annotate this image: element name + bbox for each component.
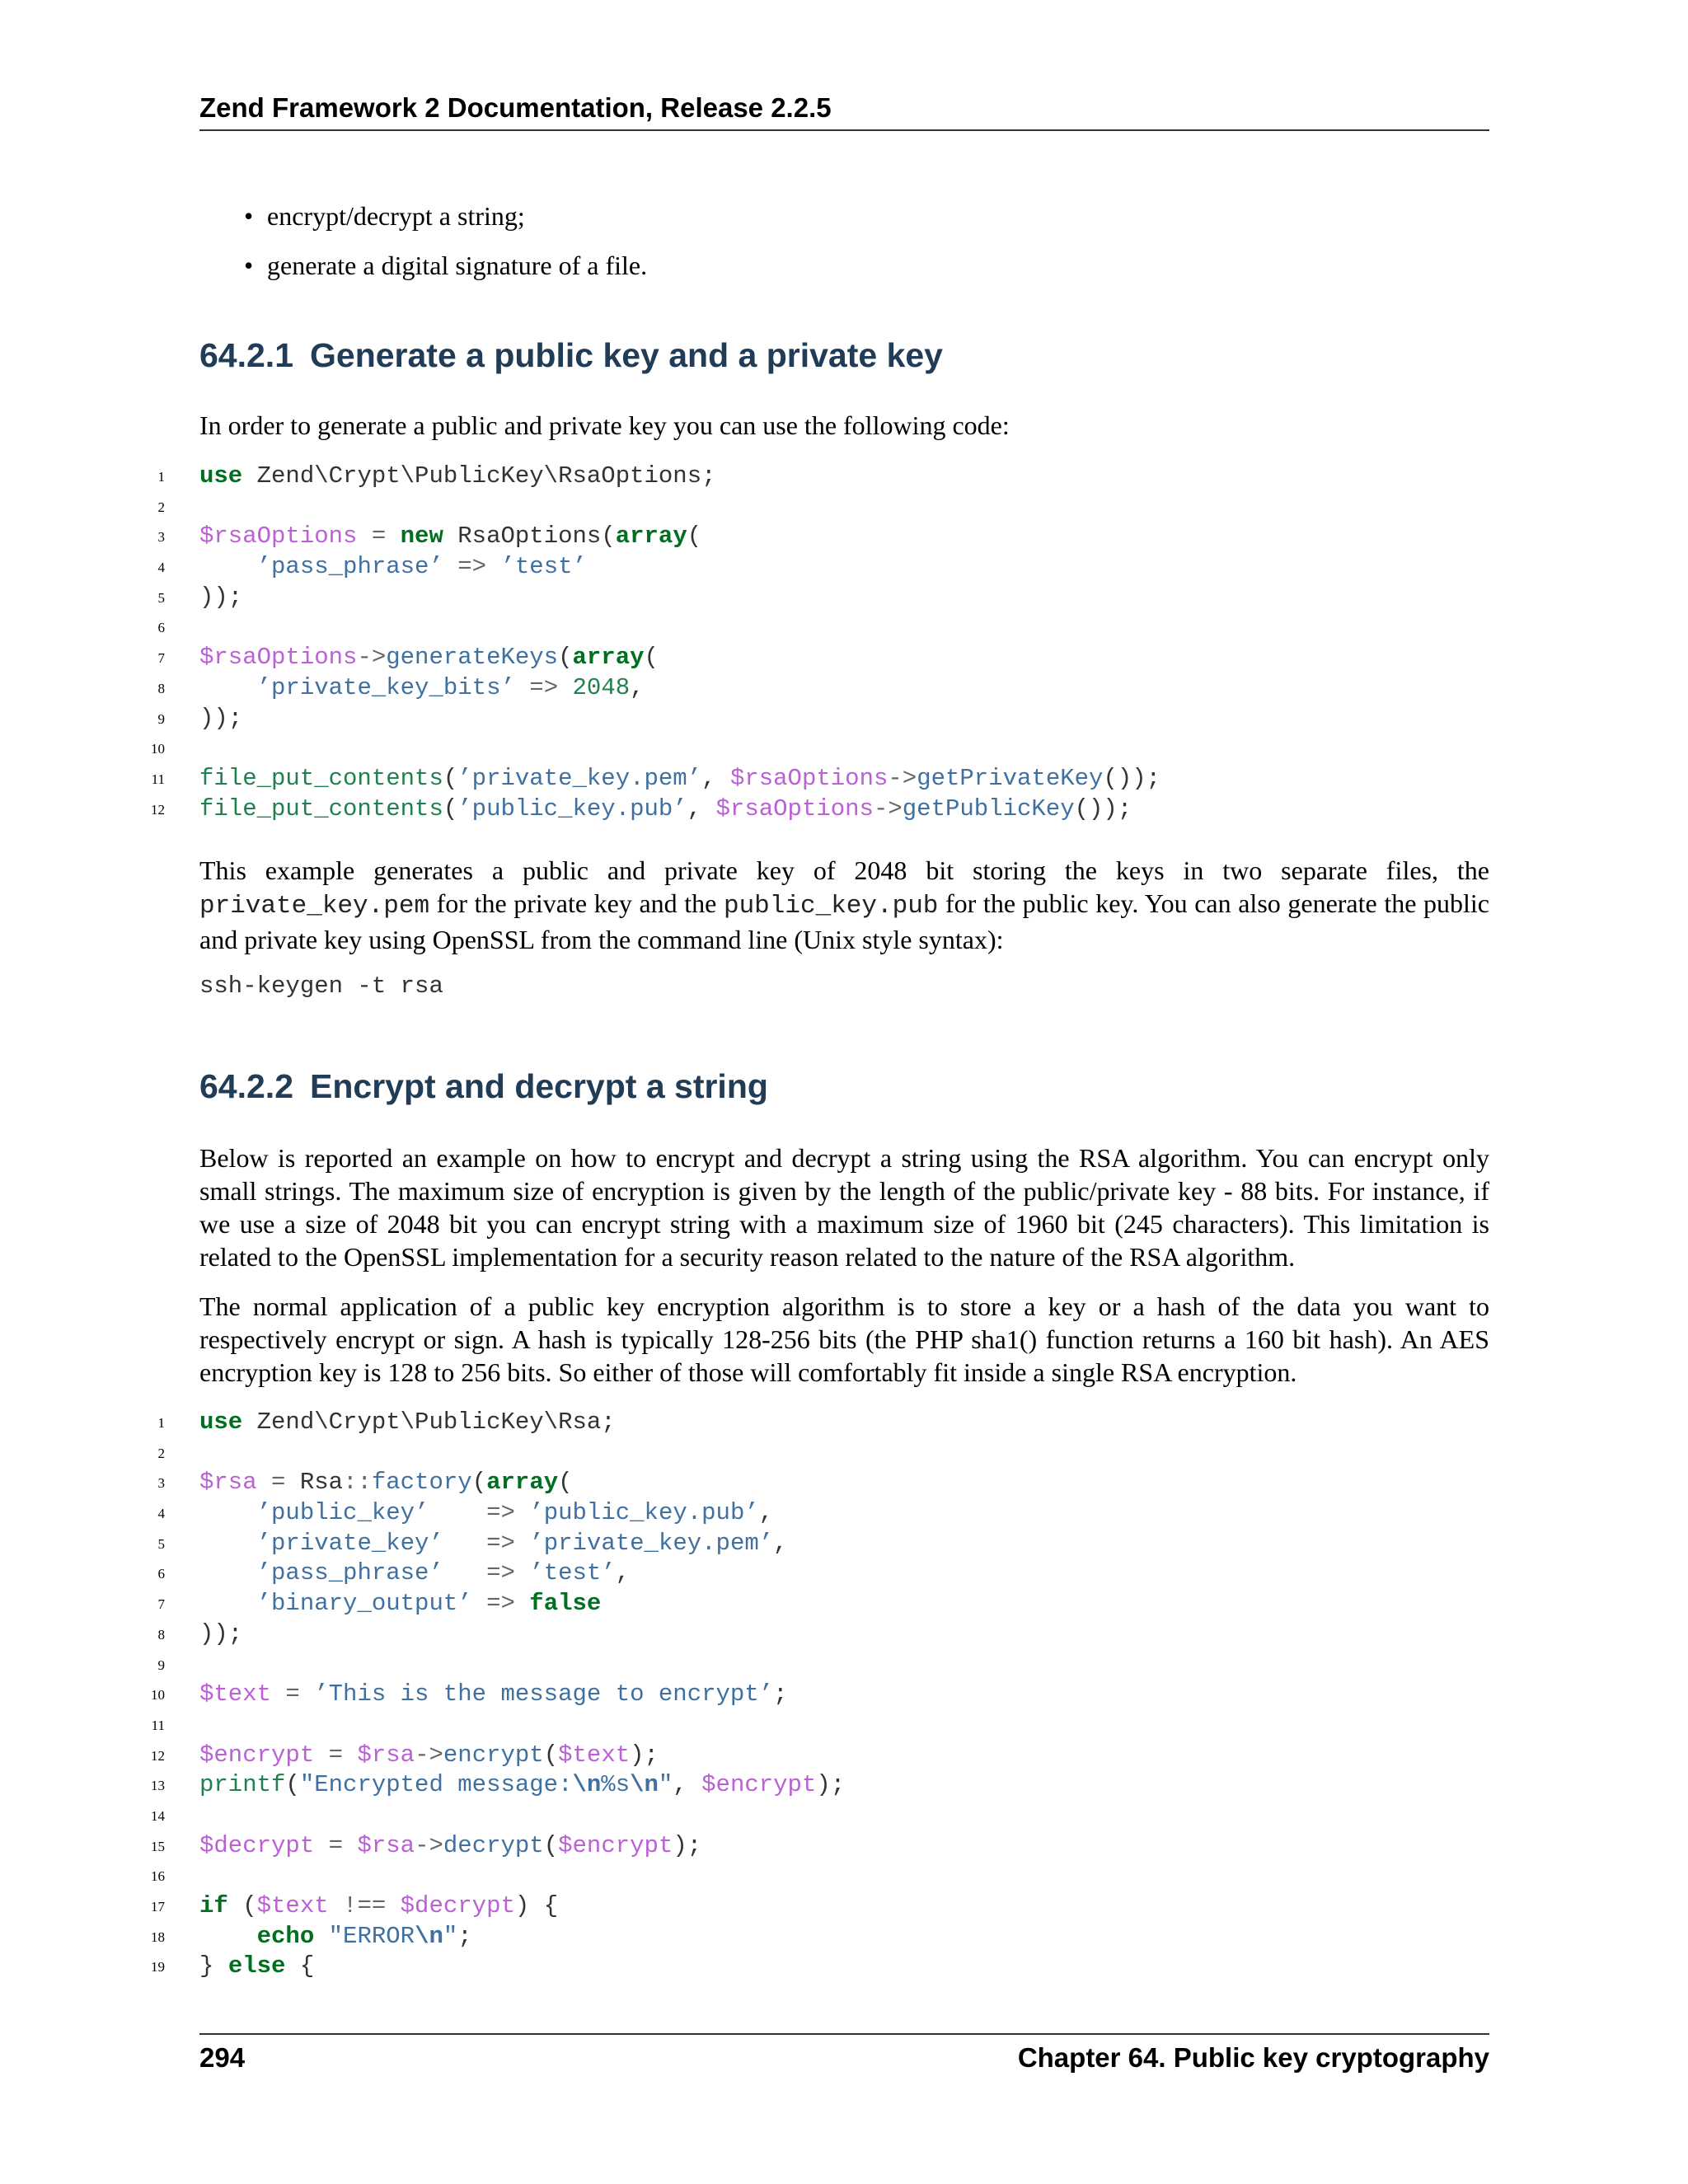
- code-token: );: [630, 1741, 659, 1769]
- code-token: else: [227, 1952, 286, 1980]
- code-token: false: [529, 1590, 602, 1618]
- section-number: 64.2.2: [199, 1067, 293, 1105]
- code-token: ,: [701, 764, 730, 792]
- code-token: $text: [199, 1680, 272, 1708]
- code-token: (: [471, 1469, 487, 1497]
- code-token: ());: [1103, 764, 1161, 792]
- section-title: Generate a public key and a private key: [310, 336, 943, 374]
- paragraph: The normal application of a public key encryption algorithm is to store a key or a hash of the data you want to respectively encrypt or sign. A hash is typically 128-256 bits (the PHP sha1() function returns a 160 bit hash). An AES encryption key is 128 to 256 bits. So either of those will comfortably fit inside a single RSA encryption.: [199, 1291, 1489, 1387]
- code-text: [199, 1952, 314, 1981]
- list-item: • generate a digital signature of a file.: [244, 247, 647, 297]
- code-token: ->: [415, 1741, 443, 1769]
- code-text: [199, 1468, 573, 1497]
- code-token: (: [443, 794, 458, 823]
- code-token: ’binary_output’: [256, 1590, 472, 1618]
- code-text: [199, 1529, 788, 1558]
- code-token: ,: [630, 673, 645, 701]
- code-text: [199, 1408, 616, 1437]
- code-token: ’private_key_bits’: [256, 673, 515, 701]
- header-rule: [199, 129, 1489, 131]
- code-line: [0, 1831, 1688, 1862]
- line-number: 1: [157, 469, 165, 485]
- footer-rule: [199, 2033, 1489, 2035]
- code-token: new: [400, 523, 443, 551]
- code-text: [199, 1558, 630, 1588]
- code-line: [0, 1529, 1688, 1559]
- code-text: [199, 1891, 558, 1921]
- code-text: [199, 794, 1132, 824]
- code-token: (: [687, 523, 702, 551]
- code-text: [199, 704, 242, 733]
- code-line: [0, 1861, 1688, 1891]
- code-token: ->: [888, 764, 917, 792]
- code-token: encrypt: [443, 1741, 544, 1769]
- code-token: =>: [486, 1499, 530, 1527]
- line-number: 1: [157, 1415, 165, 1431]
- code-block-generate-keys: [0, 462, 1688, 824]
- line-number: 16: [151, 1868, 165, 1885]
- section-heading-64-2-2: [199, 1067, 768, 1106]
- code-token: ;: [773, 1680, 788, 1708]
- code-token: $encrypt: [558, 1831, 673, 1859]
- line-number: 4: [157, 560, 165, 576]
- code-token: Zend\Crypt\PublicKey\Rsa;: [242, 1408, 616, 1436]
- code-text: [199, 1589, 601, 1619]
- intro-paragraph: In order to generate a public and private key you can use the following code:: [199, 410, 1010, 440]
- code-token: ;: [457, 1922, 472, 1950]
- code-token: ": [658, 1771, 673, 1799]
- code-token: $decrypt: [199, 1831, 315, 1859]
- paragraph: Below is reported an example on how to encrypt and decrypt a string using the RSA algorithm. You can encrypt only small strings. The maximum size of encryption is given by the length of the public/private key - 88 bits. For instance, if we use a size of 2048 bit you can encrypt string with a maximum size of 1960 bit (245 characters). This limitation is related to the OpenSSL implementation for a security reason related to the nature of the RSA algorithm.: [199, 1143, 1489, 1272]
- code-token: ’private_key.pem’: [457, 764, 702, 792]
- code-token: \n: [415, 1922, 443, 1950]
- code-token: $text: [558, 1741, 631, 1769]
- code-token: ,: [687, 794, 716, 823]
- code-token: $rsa: [357, 1831, 415, 1859]
- code-token: ,: [758, 1499, 774, 1527]
- section-title: Encrypt and decrypt a string: [310, 1067, 768, 1105]
- code-line: [0, 704, 1688, 734]
- code-line: [0, 1680, 1688, 1710]
- shell-command: ssh-keygen -t rsa: [199, 972, 443, 1000]
- code-token: );: [816, 1771, 846, 1799]
- code-token: }: [199, 1952, 228, 1980]
- code-token: $decrypt: [400, 1892, 515, 1919]
- code-token: $text: [256, 1892, 329, 1919]
- code-token: getPrivateKey: [917, 764, 1104, 792]
- code-token: ));: [199, 1619, 243, 1647]
- code-line: [0, 522, 1688, 552]
- code-line: [0, 1650, 1688, 1680]
- bullet-list: [244, 198, 647, 297]
- line-number: 5: [157, 1535, 165, 1552]
- code-token: if: [199, 1892, 228, 1919]
- code-line: [0, 492, 1688, 523]
- section-number: 64.2.1: [199, 336, 293, 374]
- code-line: [0, 1498, 1688, 1529]
- code-token: ,: [773, 1529, 788, 1557]
- code-token: ’public_key’: [256, 1499, 429, 1527]
- line-number: 10: [151, 741, 165, 757]
- code-text: [199, 1831, 701, 1861]
- code-token: (: [558, 644, 573, 672]
- code-token: (: [543, 1741, 559, 1769]
- code-token: =: [314, 1831, 358, 1859]
- code-line: [0, 1619, 1688, 1650]
- code-token: $rsa: [357, 1741, 415, 1769]
- code-text: [199, 673, 645, 703]
- code-token: $encrypt: [701, 1771, 817, 1799]
- page-number: 294: [199, 2042, 246, 2073]
- code-token: =: [256, 1469, 300, 1497]
- running-header: Zend Framework 2 Documentation, Release 2.2.5: [199, 92, 832, 123]
- code-token: $encrypt: [199, 1741, 315, 1769]
- code-token: ->: [415, 1831, 443, 1859]
- code-token: Zend\Crypt\PublicKey\RsaOptions;: [242, 462, 716, 490]
- code-line: [0, 1438, 1688, 1469]
- line-number: 8: [157, 680, 165, 696]
- line-number: 18: [151, 1929, 165, 1945]
- code-text: [199, 1922, 472, 1952]
- code-line: [0, 1891, 1688, 1922]
- code-token: (: [443, 764, 458, 792]
- code-token: [429, 1499, 486, 1526]
- line-number: 12: [151, 1747, 165, 1764]
- code-token: generateKeys: [386, 644, 559, 672]
- line-number: 7: [157, 650, 165, 667]
- code-token: ’public_key.pub’: [457, 794, 687, 823]
- code-token: echo: [256, 1922, 315, 1950]
- code-token: !==: [328, 1892, 401, 1919]
- line-number: 17: [151, 1899, 165, 1915]
- code-token: =>: [471, 1590, 530, 1618]
- code-token: ’test’: [529, 1559, 616, 1587]
- code-line: [0, 1558, 1688, 1589]
- code-token: ->: [357, 644, 387, 672]
- code-token: [199, 1530, 257, 1557]
- code-line: [0, 1710, 1688, 1741]
- code-token: getPublicKey: [902, 794, 1075, 823]
- code-line: [0, 1468, 1688, 1498]
- code-token: ’pass_phrase’: [256, 553, 443, 581]
- code-token: [443, 1530, 486, 1557]
- code-line: [0, 673, 1688, 704]
- explanation-paragraph: [199, 854, 1489, 956]
- code-token: array: [486, 1469, 559, 1497]
- code-line: [0, 1741, 1688, 1771]
- code-line: [0, 1770, 1688, 1801]
- code-token: factory: [371, 1469, 472, 1497]
- code-text: [199, 1498, 773, 1528]
- code-token: =>: [443, 553, 501, 581]
- code-text: [199, 1619, 242, 1649]
- line-number: 7: [157, 1596, 165, 1613]
- code-token: ’test’: [500, 553, 587, 581]
- text-run: for the private key and the: [429, 888, 724, 918]
- code-text: [199, 462, 716, 491]
- code-token: ,: [673, 1771, 702, 1799]
- code-token: =>: [486, 1559, 530, 1587]
- code-line: [0, 1589, 1688, 1619]
- code-token: "Encrypted message:: [299, 1771, 573, 1799]
- code-token: );: [673, 1831, 702, 1859]
- code-token: [314, 1923, 328, 1950]
- line-number: 12: [151, 801, 165, 818]
- code-token: =: [314, 1741, 358, 1769]
- chapter-title: Chapter 64. Public key cryptography: [1017, 2042, 1489, 2073]
- code-token: =: [357, 523, 401, 551]
- line-number: 9: [157, 710, 165, 727]
- code-token: ’pass_phrase’: [256, 1559, 443, 1587]
- code-line: [0, 1922, 1688, 1952]
- code-text: [199, 643, 659, 673]
- code-text: [199, 552, 587, 582]
- code-line: [0, 1801, 1688, 1831]
- code-line: [0, 462, 1688, 492]
- line-number: 13: [151, 1778, 165, 1794]
- code-token: ) {: [514, 1892, 559, 1919]
- line-number: 2: [157, 1445, 165, 1461]
- code-token: =>: [514, 673, 573, 701]
- code-token: decrypt: [443, 1831, 544, 1859]
- code-token: ’public_key.pub’: [529, 1499, 759, 1527]
- code-token: [199, 1559, 257, 1586]
- code-token: [199, 1923, 257, 1950]
- code-token: ’This is the message to encrypt’: [314, 1680, 774, 1708]
- code-token: (: [558, 1469, 573, 1497]
- line-number: 6: [157, 620, 165, 636]
- code-text: [199, 1680, 788, 1709]
- code-token: (: [227, 1892, 257, 1919]
- code-token: ));: [199, 704, 243, 732]
- code-token: [199, 553, 257, 580]
- code-token: ->: [873, 794, 903, 823]
- code-token: %s: [601, 1771, 631, 1799]
- code-token: use: [199, 1408, 243, 1436]
- line-number: 9: [157, 1657, 165, 1673]
- line-number: 4: [157, 1506, 165, 1522]
- code-token: [199, 674, 257, 701]
- code-line: [0, 612, 1688, 643]
- line-number: 19: [151, 1959, 165, 1975]
- code-token: printf: [199, 1771, 286, 1799]
- text-run: for the public key. You can also generate the public and private key using OpenSSL from the command line (Unix style syntax):: [199, 888, 1490, 954]
- code-token: $rsa: [199, 1469, 257, 1497]
- code-token: $rsaOptions: [729, 764, 889, 792]
- code-token: RsaOptions(: [443, 523, 616, 551]
- code-token: (: [644, 644, 659, 672]
- inline-literal: public_key.pub: [723, 892, 939, 921]
- text-run: This example generates a public and private key of 2048 bit storing the keys in two separate files, the: [199, 855, 1489, 885]
- code-line: [0, 733, 1688, 764]
- list-item: • encrypt/decrypt a string;: [244, 198, 647, 247]
- code-token: ,: [615, 1559, 631, 1587]
- code-text: [199, 1770, 845, 1800]
- code-token: ());: [1074, 794, 1132, 823]
- code-line: [0, 583, 1688, 613]
- code-token: 2048: [572, 673, 631, 701]
- code-token: ));: [199, 583, 243, 611]
- code-token: Rsa: [299, 1469, 344, 1497]
- code-token: \n: [630, 1771, 659, 1799]
- code-line: [0, 764, 1688, 794]
- line-number: 2: [157, 499, 165, 515]
- inline-literal: private_key.pem: [199, 892, 430, 921]
- code-token: [199, 1590, 257, 1617]
- code-token: array: [615, 523, 687, 551]
- line-number: 10: [151, 1687, 165, 1704]
- line-number: 11: [151, 1717, 165, 1733]
- line-number: 3: [157, 529, 165, 546]
- code-block-encrypt-decrypt: [0, 1408, 1688, 1982]
- code-token: use: [199, 462, 243, 490]
- line-number: 6: [157, 1566, 165, 1582]
- code-token: ’private_key’: [256, 1529, 443, 1557]
- code-token: $rsaOptions: [715, 794, 874, 823]
- line-number: 5: [157, 589, 165, 606]
- code-token: "ERROR: [328, 1922, 415, 1950]
- code-line: [0, 1952, 1688, 1982]
- code-token: \n: [572, 1771, 602, 1799]
- code-token: ::: [343, 1469, 372, 1497]
- line-number: 15: [151, 1838, 165, 1854]
- code-token: {: [285, 1952, 315, 1980]
- code-token: (: [543, 1831, 559, 1859]
- code-token: [443, 1559, 486, 1586]
- code-line: [0, 794, 1688, 825]
- code-token: [199, 1499, 257, 1526]
- code-token: file_put_contents: [199, 764, 443, 792]
- code-token: ": [443, 1922, 458, 1950]
- code-token: $rsaOptions: [199, 523, 358, 551]
- code-text: [199, 583, 242, 612]
- code-token: $rsaOptions: [199, 644, 358, 672]
- line-number: 3: [157, 1475, 165, 1492]
- code-text: [199, 764, 1160, 794]
- code-text: [199, 1741, 659, 1770]
- code-line: [0, 552, 1688, 583]
- section-heading-64-2-1: [199, 336, 943, 375]
- code-line: [0, 643, 1688, 673]
- code-token: =>: [486, 1529, 530, 1557]
- line-number: 8: [157, 1626, 165, 1643]
- code-token: array: [572, 644, 645, 672]
- line-number: 11: [151, 771, 165, 787]
- code-text: [199, 522, 701, 551]
- line-number: 14: [151, 1807, 165, 1824]
- code-token: ’private_key.pem’: [529, 1529, 774, 1557]
- code-token: =: [271, 1680, 315, 1708]
- code-token: file_put_contents: [199, 794, 443, 823]
- code-line: [0, 1408, 1688, 1438]
- code-token: (: [285, 1771, 300, 1799]
